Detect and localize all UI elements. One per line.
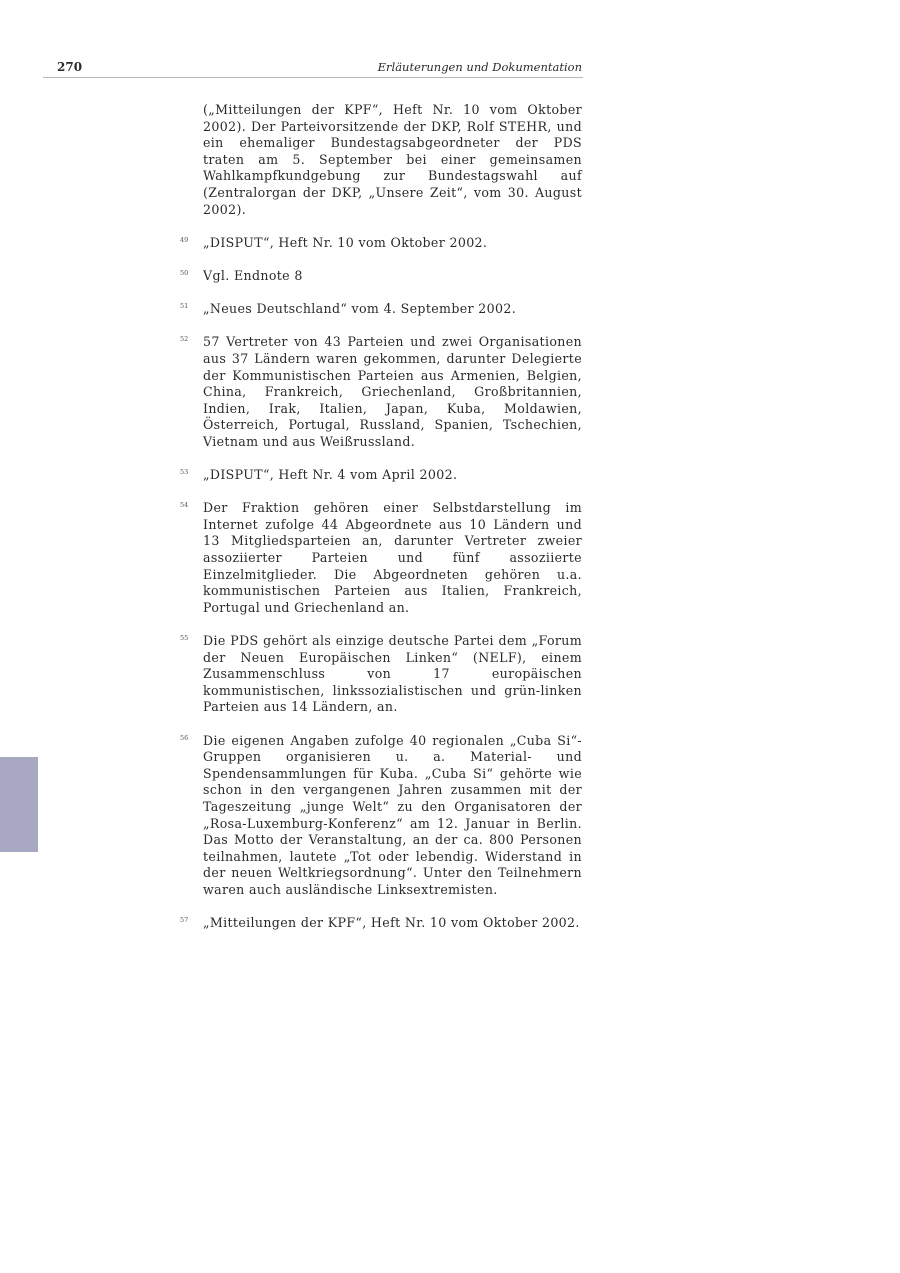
endnote-text: Die eigenen Angaben zufolge 40 regionalen „Cuba Si“-Gruppen organisieren u. a. Material- und Spendensammlungen für Kuba. „Cuba Si“ gehörte wie schon in den vergangenen Jahren zusammen mit der Tageszeitung „junge Welt“ zu den Organisatoren der „Rosa-Luxemburg-Konferenz“ am 12. Januar in Berlin. Das Motto der Veranstaltung, an der ca. 800 Personen teilnahmen, lautete „Tot oder lebendig. Widerstand in der neuen Weltkriegsordnung“. Unter den Teilnehmern waren auch ausländische Linksextremisten. <box>203 732 582 897</box>
endnote-text: „DISPUT“, Heft Nr. 10 vom Oktober 2002. <box>203 234 488 250</box>
endnote-number: 50 <box>180 268 189 277</box>
running-title: Erläuterungen und Dokumentation <box>377 60 582 74</box>
endnote <box>180 301 582 318</box>
endnote <box>180 235 582 252</box>
endnote-text: „Mitteilungen der KPF“, Heft Nr. 10 vom Oktober 2002. <box>203 915 580 931</box>
endnote-number: 49 <box>180 235 189 244</box>
endnote <box>180 334 582 450</box>
endnote <box>180 467 582 484</box>
endnote-number: 53 <box>180 468 189 477</box>
endnote-number: 57 <box>180 916 189 925</box>
endnote <box>180 268 582 285</box>
endnote-text: Der Fraktion gehören einer Selbstdarstellung im Internet zufolge 44 Abgeordnete aus 10 Ländern und 13 Mitgliedsparteien an, darunter Vertreter zweier assoziierter Parteien und fünf assoziierte Einzelmitglieder. Die Abgeordneten gehören u.a. kommunistischen Parteien aus Italien, Frankreich, Portugal und Griechenland an. <box>203 500 582 615</box>
endnote <box>180 500 582 616</box>
endnote-text: 57 Vertreter von 43 Parteien und zwei Organisationen aus 37 Ländern waren gekommen, darunter Delegierte der Kommunistischen Parteien aus Armenien, Belgien, China, Frankreich, Griechenland, Großbritannien, Indien, Irak, Italien, Japan, Kuba, Moldawien, Österreich, Portugal, Russland, Spanien, Tschechien, Vietnam und aus Weißrussland. <box>203 334 582 449</box>
endnote-text: Die PDS gehört als einzige deutsche Partei dem „Forum der Neuen Europäischen Linken“ (NELF), einem Zusammenschluss von 17 europäischen kommunistischen, linkssozialistischen und grün-linken Parteien aus 14 Ländern, an. <box>203 633 582 715</box>
endnote-number: 54 <box>180 501 189 510</box>
page-header <box>43 58 583 78</box>
endnote-number: 55 <box>180 634 189 642</box>
endnote <box>180 915 582 932</box>
endnote <box>180 733 582 899</box>
continuation-paragraph: („Mitteilungen der KPF“, Heft Nr. 10 vom Oktober 2002). Der Parteivorsitzende der DKP, Rolf STEHR, und ein ehemaliger Bundestagsabgeordneter der PDS traten am 5. September bei einer gemeinsamen Wahlkampfkundgebung zur Bundestagswahl auf (Zentralorgan der DKP, „Unsere Zeit“, vom 30. August 2002). <box>203 102 582 217</box>
endnote-text: „DISPUT“, Heft Nr. 4 vom April 2002. <box>203 467 458 483</box>
endnote-text: „Neues Deutschland“ vom 4. September 2002. <box>203 301 517 317</box>
chapter-side-tab <box>0 757 38 852</box>
endnote-number: 52 <box>180 335 189 344</box>
endnote-text: Vgl. Endnote 8 <box>203 267 303 283</box>
endnote-number: 51 <box>180 302 189 311</box>
endnote-number: 56 <box>180 733 189 742</box>
page-number: 270 <box>57 60 83 74</box>
endnote <box>180 633 582 716</box>
endnotes <box>180 102 582 932</box>
